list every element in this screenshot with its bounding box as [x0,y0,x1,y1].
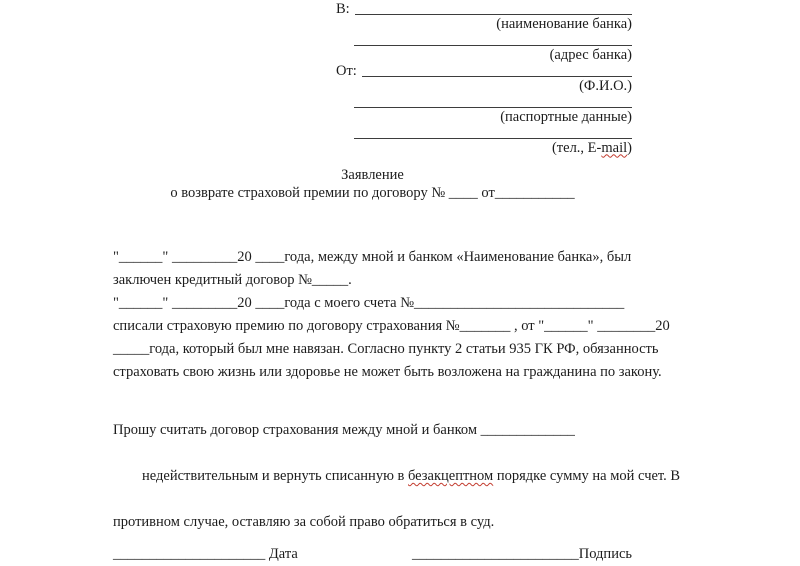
body-line: "______" _________20 ____года с моего счета №_____________________________ [113,294,625,311]
recipient-header-block [336,0,632,156]
bank-address-row [336,33,632,48]
request-line2-misspelled-word: безакцептном [408,467,494,484]
fio-fill-line [362,64,632,79]
passport-caption: (паспортные данные) [500,108,632,125]
passport-fill-line [354,94,632,109]
bank-name-fill-line [355,2,632,17]
paragraph-contract-details [113,246,670,384]
bank-address-caption: (адрес банка) [549,47,632,64]
contact-fill-line [354,125,632,140]
bank-name-caption: (наименование банка) [496,16,632,33]
document-content [113,0,681,566]
contact-caption-suffix: ) [627,139,632,156]
to-label: В: [336,1,350,17]
body-line: противном случае, оставляю за собой право обратиться в суд. [113,513,495,530]
body-line: заключен кредитный договор №_____. [113,271,352,288]
contact-caption-prefix: (тел., E- [551,139,602,156]
to-row [336,2,632,17]
signature-line: _______________________Подпись [412,545,632,562]
body-line: списали страховую премию по договору страхования №_______ , от "______" ________20 [113,317,670,334]
document-subtitle: о возврате страховой премии по договору № ____ от___________ [170,184,575,201]
document-title: Заявление [341,166,404,183]
bank-address-fill-line [354,33,632,48]
from-row [336,64,632,79]
fio-caption: (Ф.И.О.) [579,77,632,94]
document-title-block [113,166,632,202]
body-line: Прошу считать договор страхования между мной и банком _____________ [113,421,575,438]
body-line: страховать свою жизнь или здоровье не может быть возложена на гражданина по закону. [113,363,662,380]
request-line2-suffix: порядке сумму на мой счет. В [493,467,681,484]
date-line: _____________________ Дата [113,545,298,562]
passport-row [336,94,632,109]
from-label: От: [336,62,357,79]
contact-row [336,125,632,140]
request-line2-prefix: недействительным и вернуть списанную в [142,467,408,484]
body-line: "______" _________20 ____года, между мной и банком «Наименование банка», был [113,248,632,265]
paragraph-request [113,419,681,534]
date-signature-row [113,543,632,566]
body-line: _____года, который был мне навязан. Согласно пункту 2 статьи 935 ГК РФ, обязанность [113,340,659,357]
contact-caption-misspelled-word: mail [601,139,628,156]
contact-caption [336,141,632,156]
body-line [113,442,681,511]
